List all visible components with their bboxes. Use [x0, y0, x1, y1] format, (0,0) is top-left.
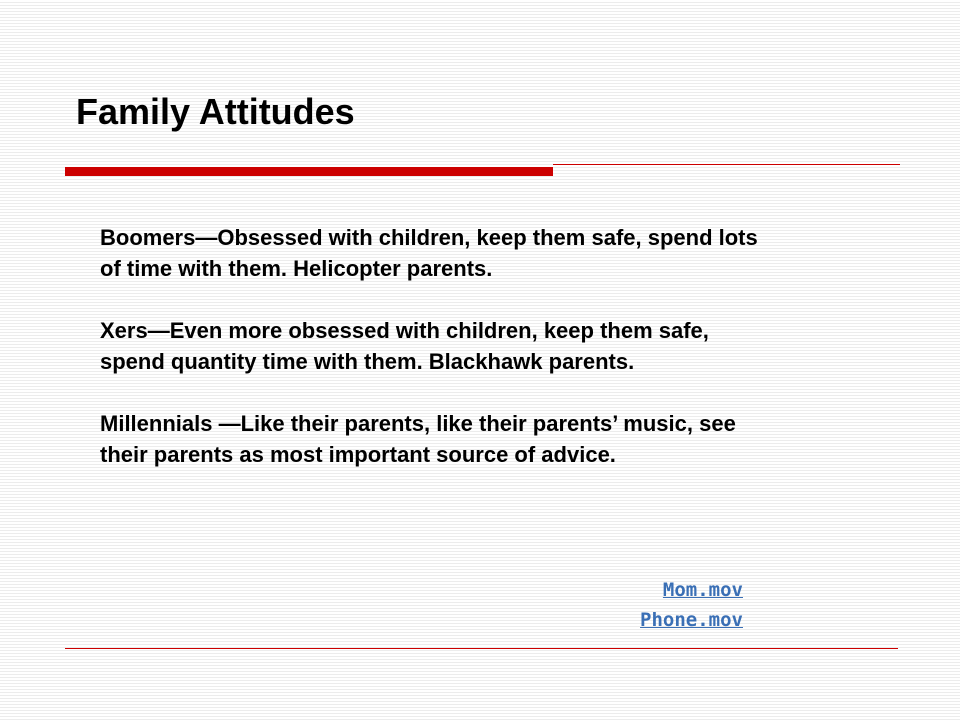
paragraph-millennials: [100, 408, 760, 470]
phone-mov-link[interactable]: Phone.mov: [640, 609, 743, 631]
slide-title: Family Attitudes: [76, 91, 355, 132]
paragraph-lead: Boomers: [100, 225, 196, 250]
paragraph-lead: Millennials: [100, 411, 219, 436]
em-dash: —: [218, 411, 241, 436]
media-links: [560, 575, 743, 635]
em-dash: —: [195, 225, 218, 250]
paragraph-boomers: [100, 222, 760, 284]
footer-divider-line: [65, 648, 898, 649]
paragraph-text: Even more obsessed with children, keep them safe, spend quantity time with them. Blackhawk parents.: [100, 318, 709, 374]
mom-mov-link[interactable]: Mom.mov: [662, 579, 743, 601]
paragraph-lead: Xers: [100, 318, 148, 343]
slide-body: [100, 222, 760, 470]
paragraph-text: Like their parents, like their parents’ music, see their parents as most important source of advice.: [100, 411, 736, 467]
title-underline-bar: [65, 167, 553, 176]
paragraph-text: Obsessed with children, keep them safe, spend lots of time with them. Helicopter parents.: [100, 225, 758, 281]
em-dash: —: [147, 318, 170, 343]
title-divider-line: [553, 164, 900, 165]
paragraph-xers: [100, 315, 760, 377]
